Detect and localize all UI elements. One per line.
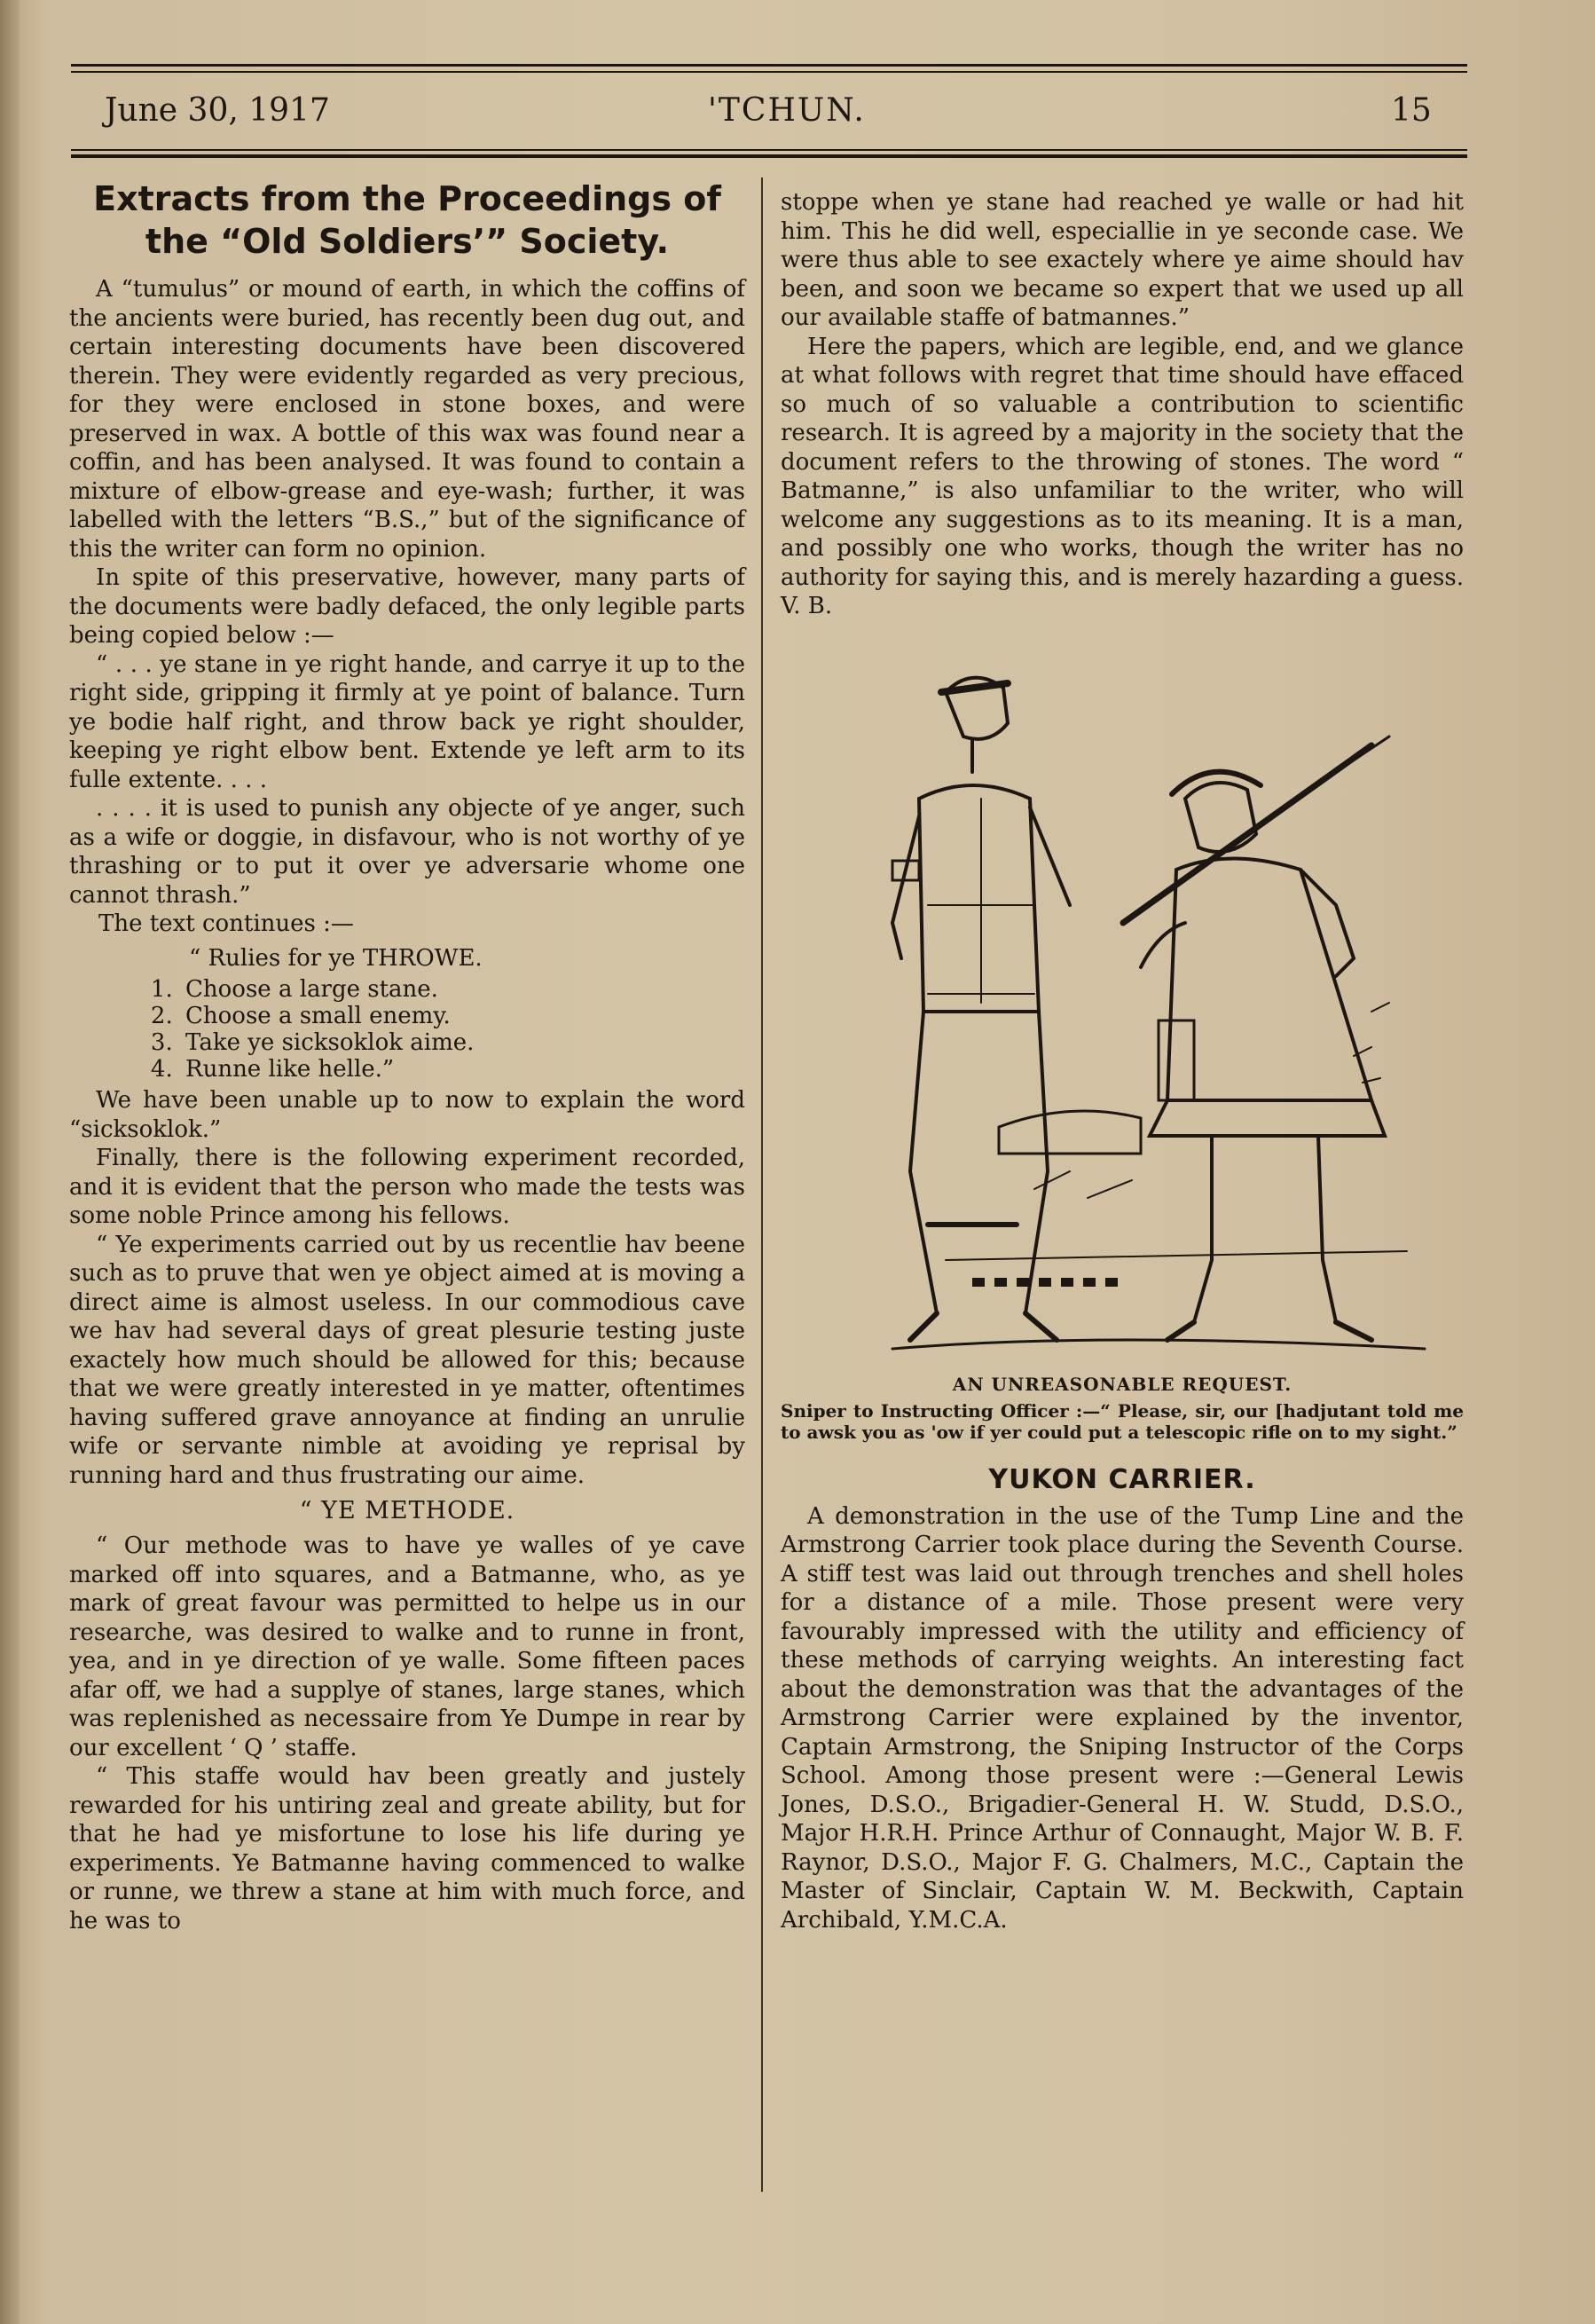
paragraph: Here the papers, which are legible, end, and we glance at what follows with regret that time should have effaced so much of so valuable a contribution to scientific research. It is agreed by a majority in the society that the document refers to the throwing of stones. The word “ Batmanne,” is also unfamiliar to the writer, who will welcome any suggestions as to its meaning. It is a man, and possibly one who works, though the writer has no authority for saying this, and is merely hazarding a guess. V. B. — [781, 333, 1464, 619]
paragraph: We have been unable up to now to explain the word “sicksoklok.” — [69, 1087, 745, 1143]
article-title: YUKON CARRIER. — [988, 1463, 1256, 1495]
cartoon-title: AN UNREASONABLE REQUEST. — [952, 1373, 1292, 1395]
rules-heading: “ Rulies for ye THROWE. — [189, 944, 483, 972]
article-title-line-2: the “Old Soldiers’” Society. — [145, 222, 670, 261]
header-bottom-rule-thin — [71, 149, 1467, 151]
page-number: 15 — [1391, 92, 1432, 129]
quoted-paragraph: “ Ye experiments carried out by us recentlie hav beene such as to pruve that wen ye object aimed at is moving a direct aime is almost useless. In our commodious cave we hav had several days of great plesurie testing juste exactely how much should be allowed for this; because that we were greatly interested in ye matter, oftentimes having suffered grave annoyance at finding an unrulie wife or servante nimble at avoiding ye reprisal by running hard and thus frustrating our aime. — [69, 1231, 745, 1489]
quoted-paragraph: “ This staffe would hav been greatly and justely rewarded for his untiring zeal and greate ability, but for that he had ye misfortune to lose his life during ye experiments. Ye Batmanne having commenced to walke or runne, we threw a stane at him with much force, and he was to — [69, 1763, 745, 1934]
rule-item: 4. Runne like helle.” — [180, 1056, 745, 1083]
page-binding-edge — [0, 0, 20, 2324]
cartoon-drawing — [839, 639, 1451, 1367]
rule-item: 2. Choose a small enemy. — [180, 1003, 745, 1029]
column-divider — [761, 177, 763, 2192]
paragraph: The text continues :— — [98, 910, 354, 937]
publication-title: 'TCHUN. — [708, 92, 866, 129]
quoted-paragraph: . . . . it is used to punish any objecte of ye anger, such as a wife or doggie, in disfavour, who is not worthy of ye thrashing or to put it over ye adversarie whome one cannot thrash.” — [69, 795, 745, 909]
paragraph: A demonstration in the use of the Tump Line and the Armstrong Carrier took place during the Seventh Course. A stiff test was laid out through trenches and shell holes for a distance of a mile. Those present were very favourably impressed with the utility and efficiency of these methods of carrying weights. An interesting fact about the demonstration was that the advantages of the Armstrong Carrier were explained by the inventor, Captain Armstrong, the Sniping Instructor of the Corps School. Among those present were :—General Lewis Jones, D.S.O., Brigadier-General H. W. Studd, D.S.O., Major H.R.H. Prince Arthur of Connaught, Major W. B. F. Raynor, D.S.O., Major F. G. Chalmers, M.C., Captain the Master of Sinclair, Captain W. M. Beckwith, Captain Archibald, Y.M.C.A. — [781, 1502, 1464, 1934]
issue-date: June 30, 1917 — [105, 92, 330, 129]
article-title-line-1: Extracts from the Proceedings of — [93, 179, 721, 218]
cartoon-illustration — [839, 639, 1451, 1367]
cartoon-caption: Sniper to Instructing Officer :—“ Please, sir, our [hadjutant told me to awsk you as 'ow if yer could put a telescopic rifle on to my sight.” — [781, 1399, 1464, 1443]
paragraph: In spite of this preservative, however, many parts of the documents were badly defaced, the only legible parts being copied below :— — [69, 564, 745, 649]
paragraph: A “tumulus” or mound of earth, in which the coffins of the ancients were buried, has recently been dug out, and certain interesting documents have been discovered therein. They were evidently regarded as very precious, for they were enclosed in stone boxes, and were preserved in wax. A bottle of this wax was found near a coffin, and has been analysed. It was found to contain a mixture of elbow-grease and eye-wash; further, it was labelled with the letters “B.S.,” but of the significance of this the writer can form no opinion. — [69, 276, 745, 563]
paragraph: Finally, there is the following experiment recorded, and it is evident that the person who made the tests was some noble Prince among his fellows. — [69, 1145, 745, 1229]
rule-item: 1. Choose a large stane. — [180, 976, 745, 1003]
left-column — [69, 177, 745, 1935]
header-top-rule — [71, 64, 1467, 67]
article-title — [69, 177, 745, 263]
header-bottom-rule — [71, 154, 1467, 158]
right-column — [781, 188, 1464, 1934]
rules-list — [180, 976, 745, 1083]
rule-item: 3. Take ye sicksoklok aime. — [180, 1029, 745, 1056]
quoted-paragraph: “ Our methode was to have ye walles of ye cave marked off into squares, and a Batmanne, who, as ye mark of great favour was permitted to helpe us in our researche, was desired to walke and to runne in front, yea, and in ye direction of ye walle. Some fifteen paces afar off, we had a supplye of stanes, large stanes, which was replenished as necessaire from Ye Dumpe in rear by our excellent ‘ Q ’ staffe. — [69, 1532, 745, 1761]
quoted-paragraph: “ . . . ye stane in ye right hande, and carrye it up to the right side, gripping it firmly at ye point of balance. Turn ye bodie half right, and throw back ye right shoulder, keeping ye right elbow bent. Extende ye left arm to its fulle extente. . . . — [69, 650, 745, 793]
header-top-rule-thin — [71, 71, 1467, 73]
paragraph: stoppe when ye stane had reached ye walle or had hit him. This he did well, especiallie in ye seconde case. We were thus able to see exactely where ye aime should hav been, and soon we became so expert that we used up all our available staffe of batmannes.” — [781, 189, 1464, 331]
sub-heading: “ YE METHODE. — [299, 1497, 515, 1524]
